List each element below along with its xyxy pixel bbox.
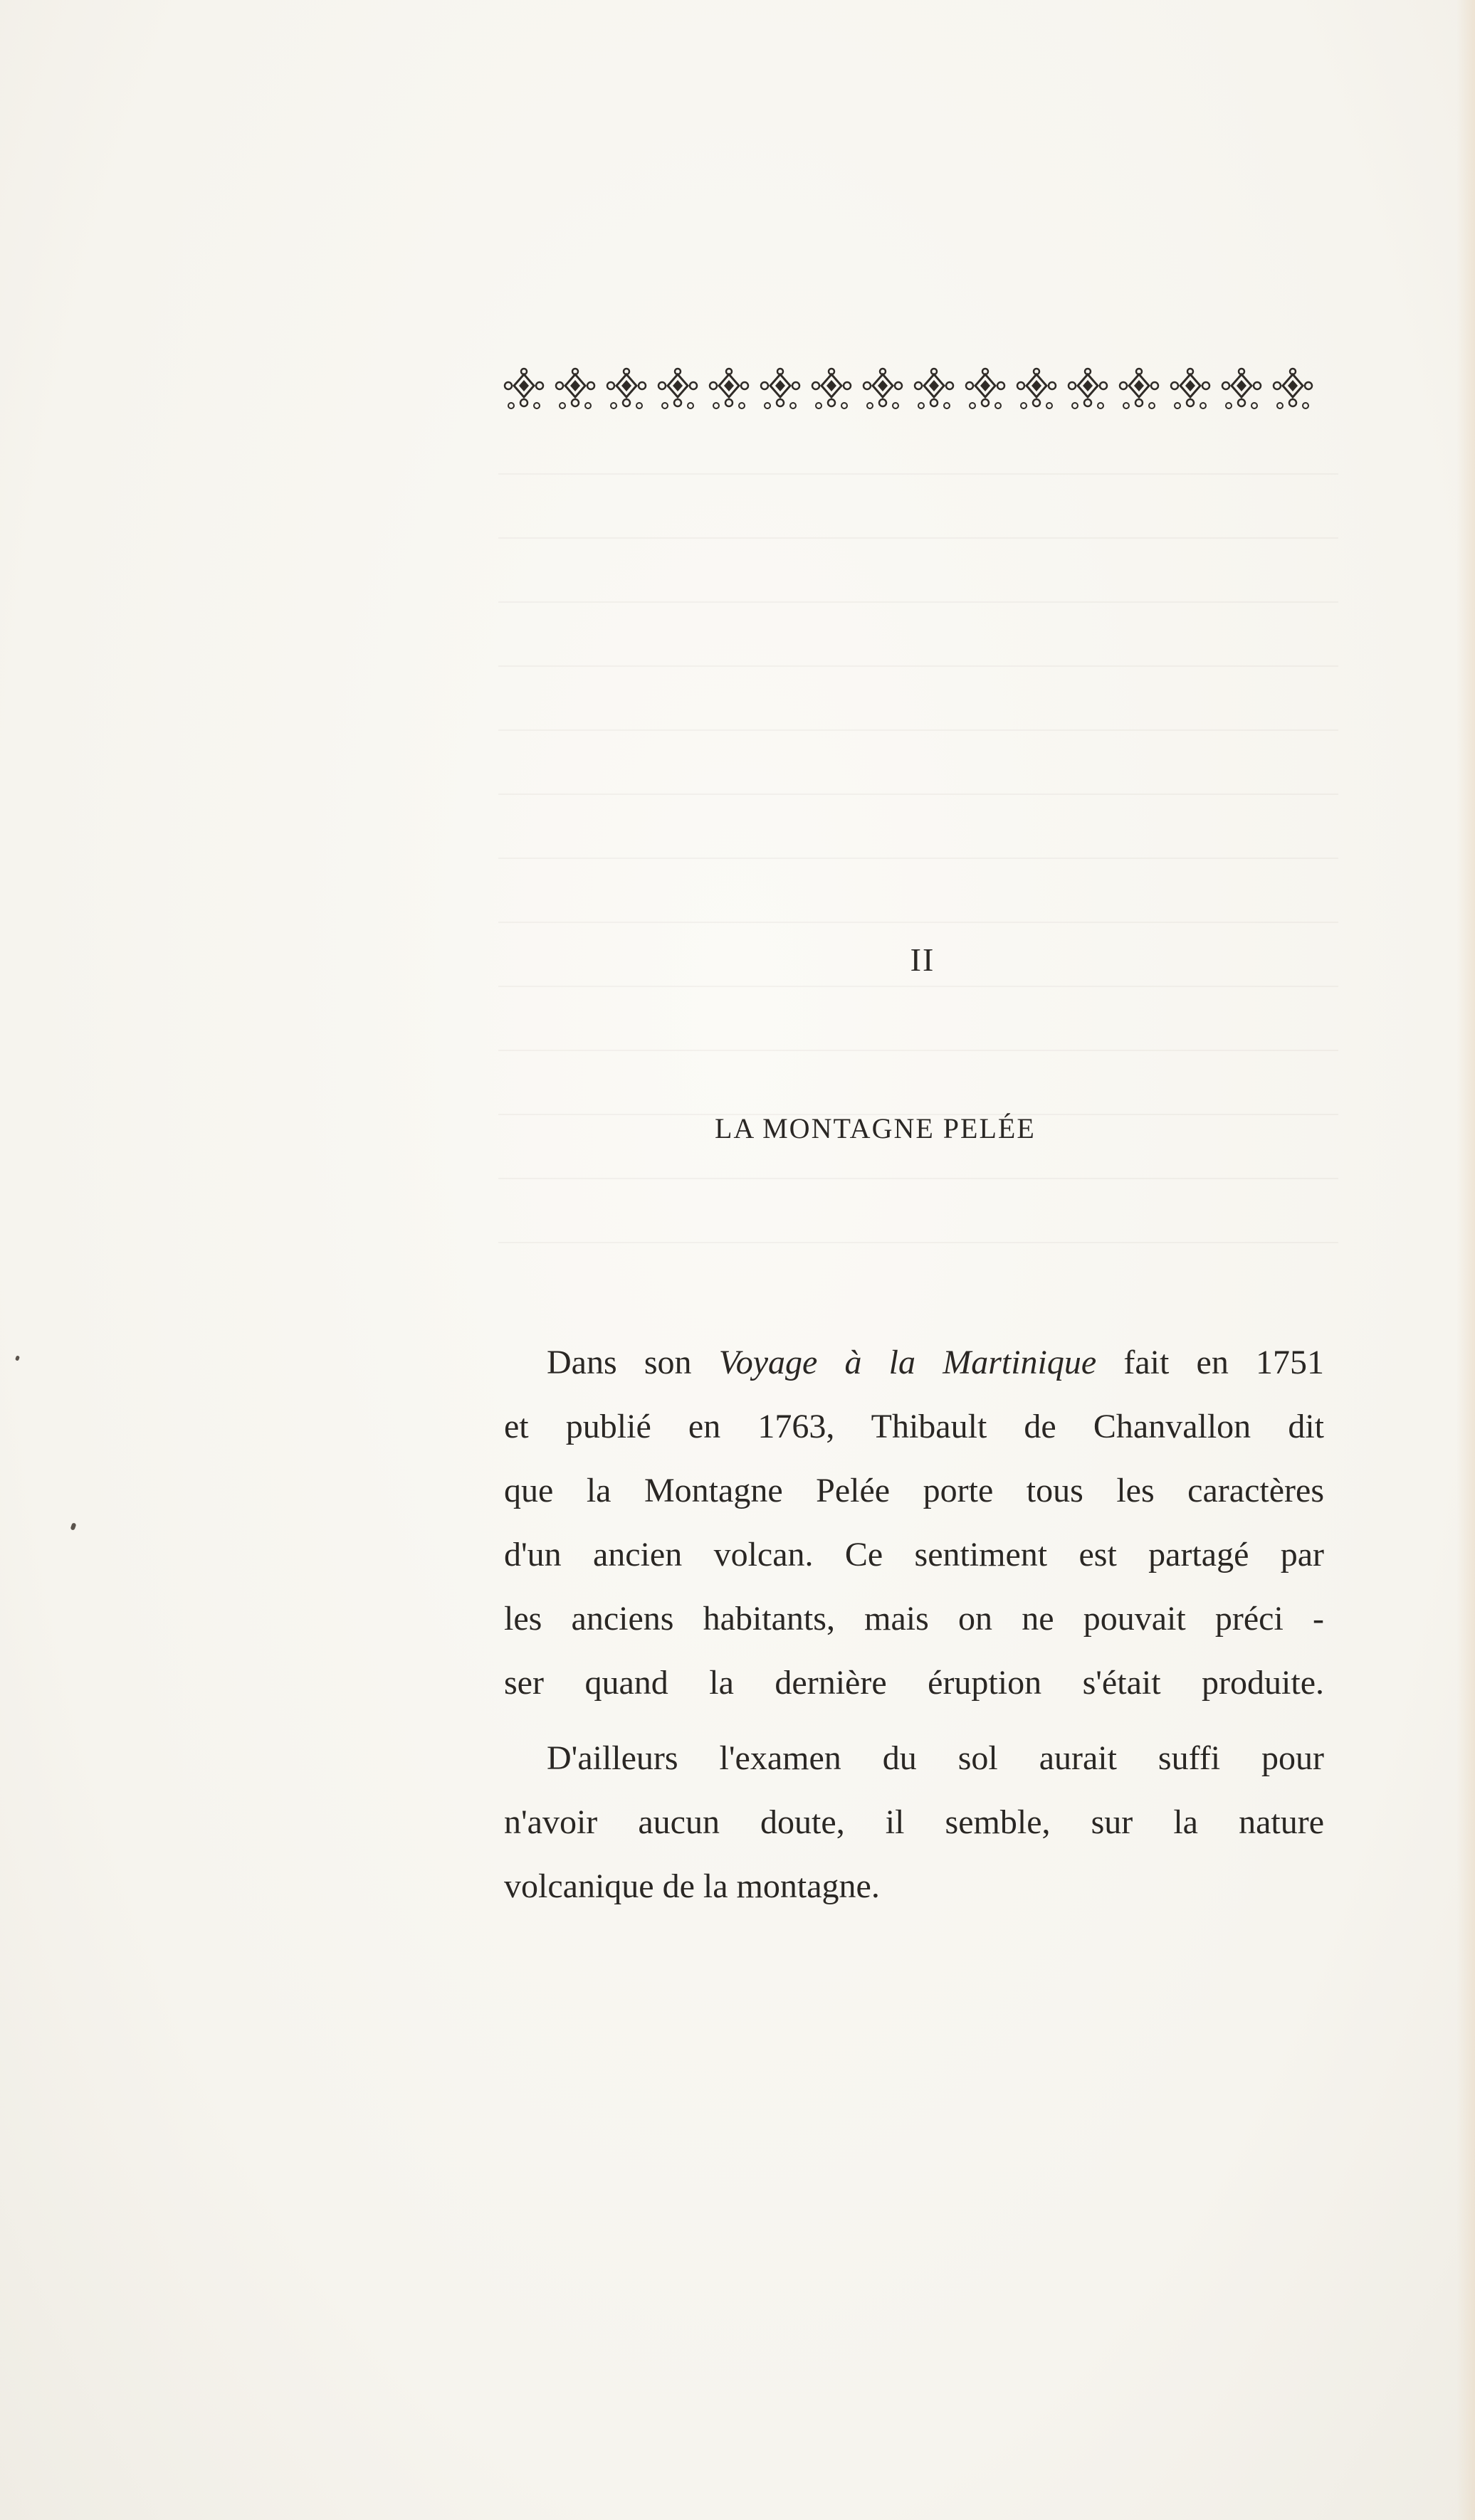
- paragraph-2: [504, 1726, 1324, 1919]
- bleed-through-line: [498, 537, 1338, 539]
- bleed-through-line: [498, 986, 1338, 987]
- text-line: que la Montagne Pelée porte tous les caractères: [504, 1472, 1324, 1509]
- text-line: [504, 1331, 1324, 1395]
- bleed-through-line: [498, 1242, 1338, 1243]
- text-line: d'un ancien volcan. Ce sentiment est partagé par: [504, 1536, 1324, 1573]
- book-title-italic: Voyage à la Martinique: [718, 1344, 1097, 1381]
- text-line: D'ailleurs l'examen du sol aurait suffi pour: [547, 1739, 1324, 1777]
- text-line: les anciens habitants, mais on ne pouvait préci -: [504, 1600, 1324, 1638]
- body-text: [504, 1331, 1324, 1919]
- bleed-through-line: [498, 473, 1338, 475]
- text-line: n'avoir aucun doute, il semble, sur la nature: [504, 1803, 1324, 1841]
- chapter-number-text: II: [910, 942, 935, 978]
- bleed-through-line: [498, 1178, 1338, 1179]
- chapter-title: LA MONTAGNE PELÉE: [715, 1112, 1036, 1144]
- bleed-through-line: [498, 858, 1338, 859]
- text-line: et publié en 1763, Thibault de Chanvallon dit: [504, 1408, 1324, 1445]
- bleed-through-line: [498, 665, 1338, 667]
- decorative-border-ornament: [498, 362, 1324, 421]
- bleed-through-line: [498, 794, 1338, 795]
- page-edge-shading: [1456, 0, 1475, 2520]
- paragraph-1: [504, 1331, 1324, 1715]
- bleed-through-line: [498, 922, 1338, 923]
- chapter-number: [0, 941, 1475, 979]
- bleed-through-line: [498, 729, 1338, 731]
- ink-speck: [70, 1522, 76, 1530]
- text-line: volcanique de la montagne.: [504, 1867, 880, 1905]
- ink-speck: [15, 1355, 20, 1361]
- text-line: ser quand la dernière éruption s'était produite.: [504, 1664, 1324, 1702]
- bleed-through-line: [498, 601, 1338, 603]
- text-span: fait en 1751: [1096, 1344, 1325, 1381]
- bleed-through-line: [498, 1050, 1338, 1051]
- text-span: Dans son: [547, 1344, 719, 1381]
